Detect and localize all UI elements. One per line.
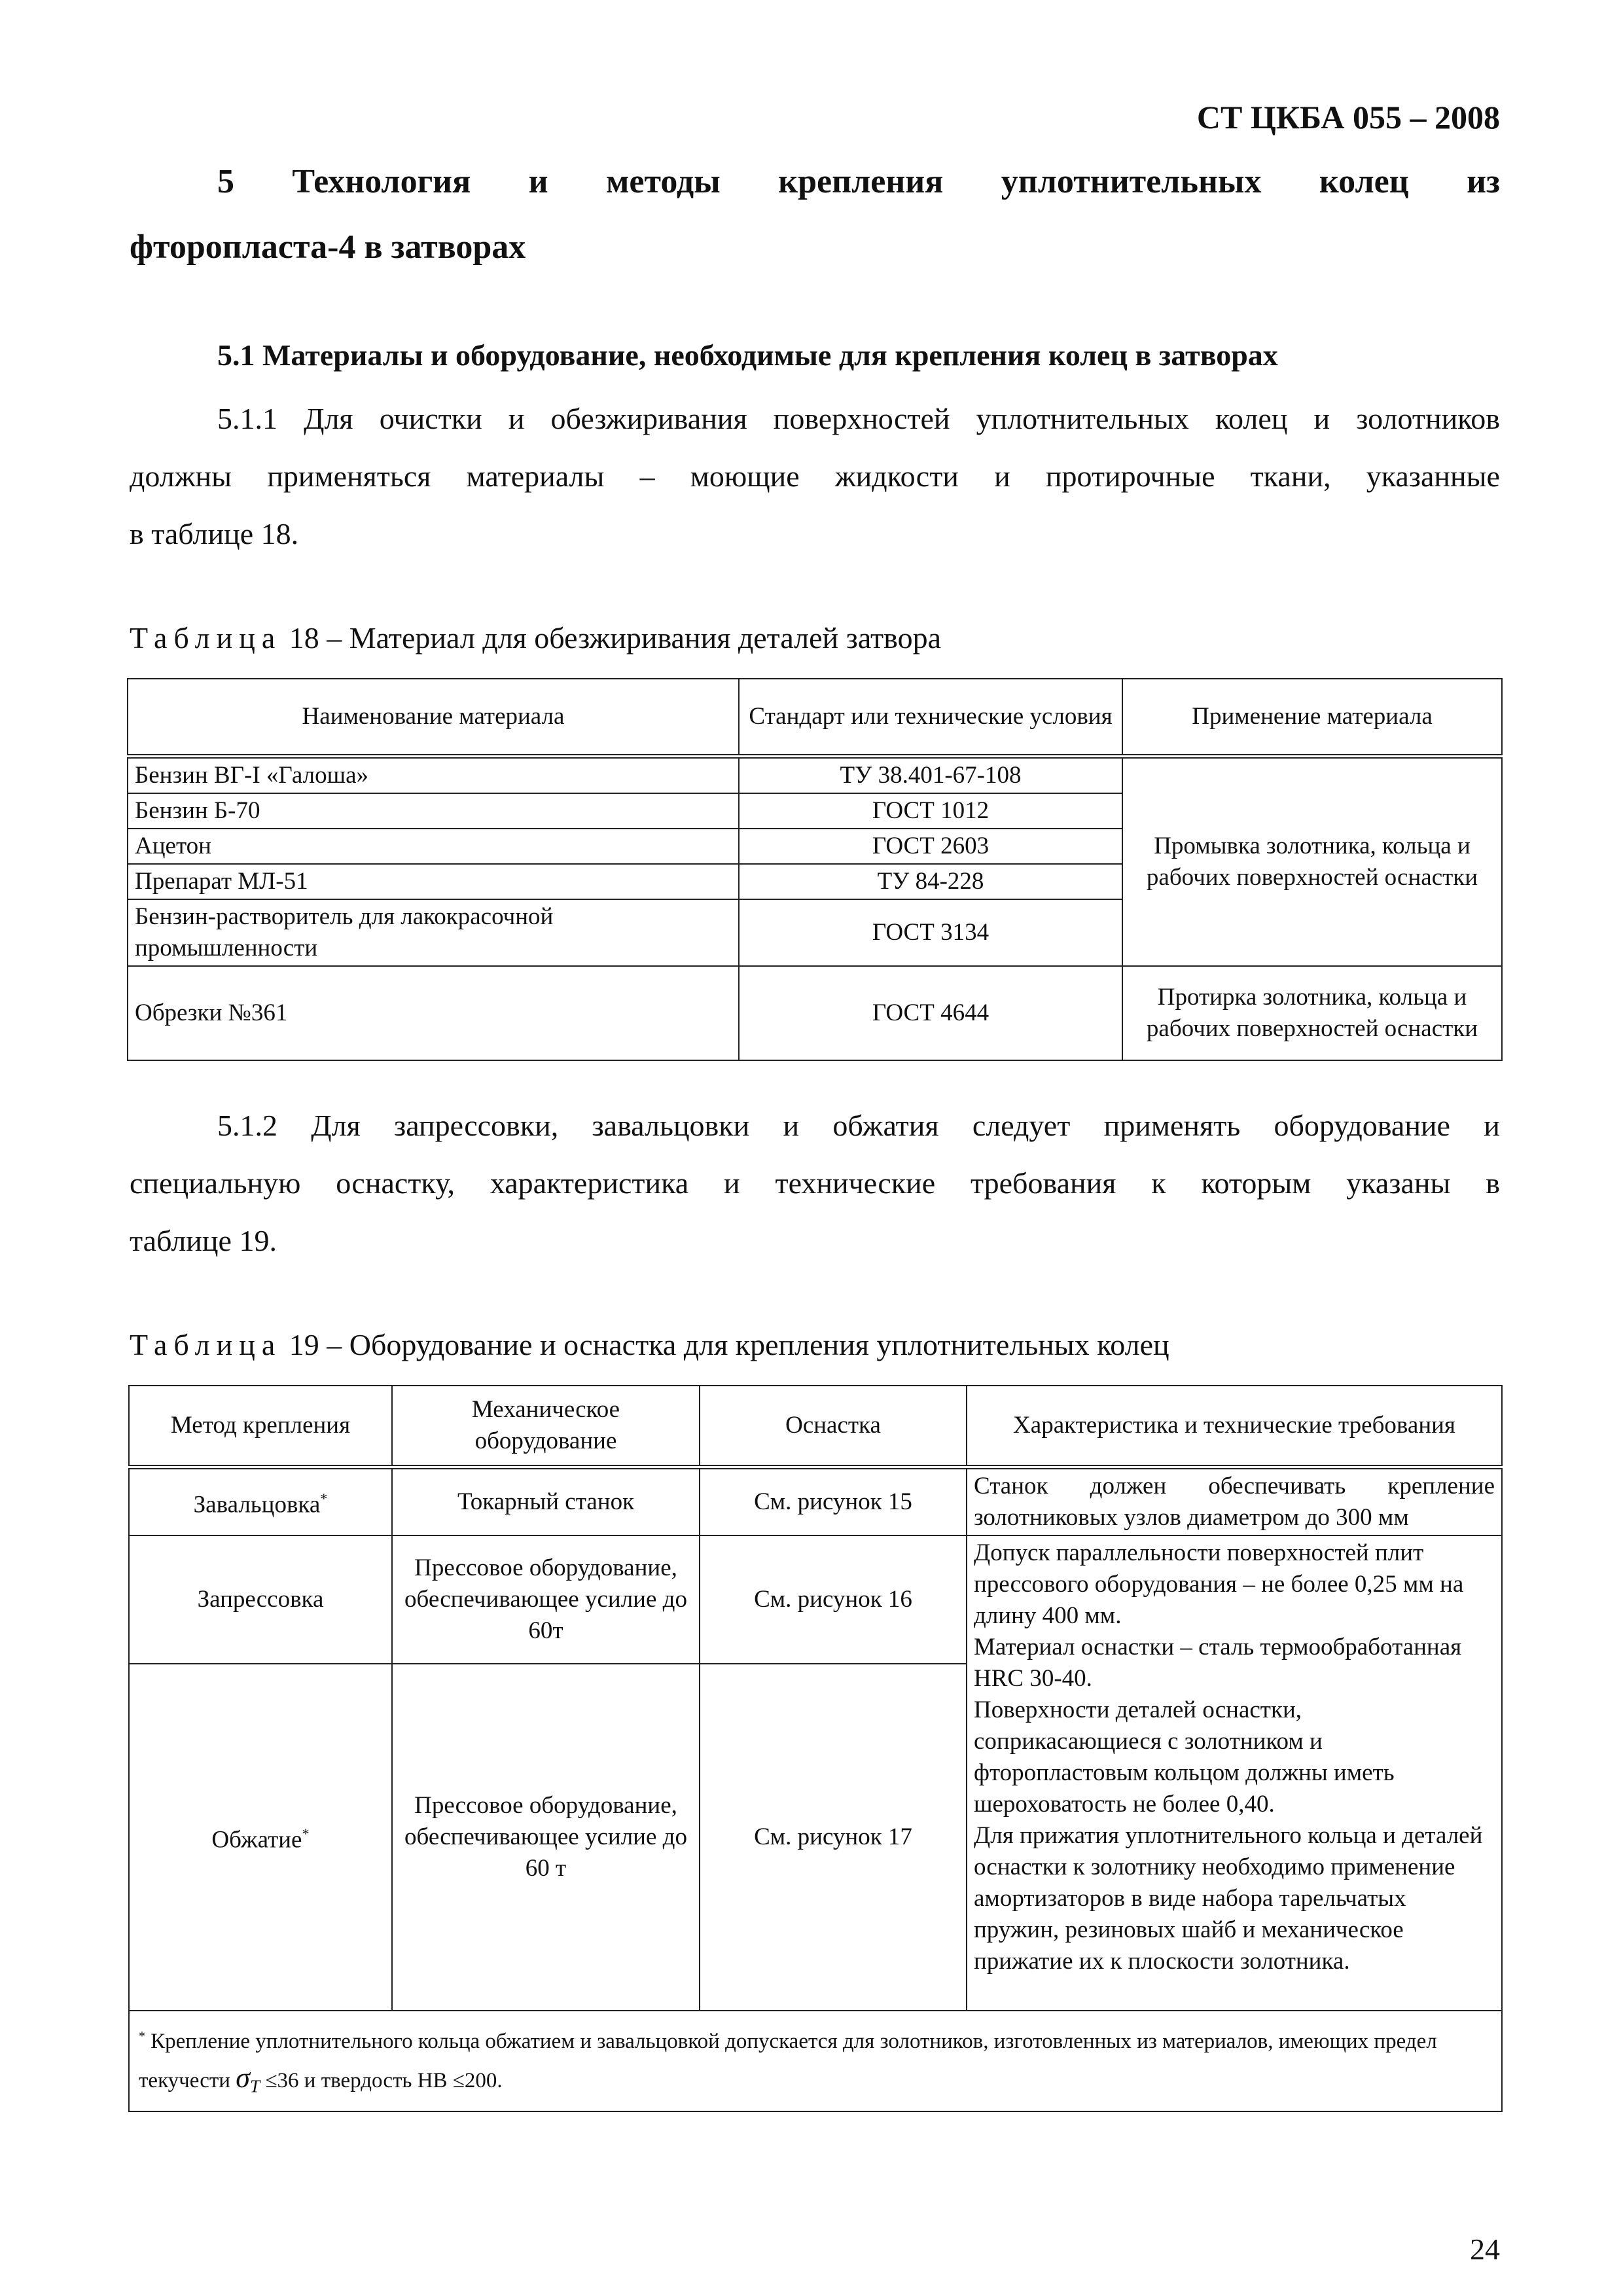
- paragraph-word: завальцовки: [592, 1109, 750, 1142]
- paragraph-word: запрессовки,: [394, 1109, 559, 1142]
- paragraph-word: должны: [130, 459, 232, 493]
- paragraph-word: оснастку,: [336, 1166, 455, 1200]
- paragraph-word: указанные: [1366, 459, 1500, 493]
- table-row: [128, 966, 1502, 1060]
- paragraph-line: таблице 19.: [130, 1224, 277, 1257]
- tooling-cell: См. рисунок 15: [700, 1467, 967, 1535]
- footnote-text-1: Крепление уплотнительного кольца обжатием и завальцовкой допускается для золотников, изготовленных из материалов, имеющих предел текучести: [139, 2029, 1437, 2092]
- method-cell: [129, 1535, 392, 1664]
- caption-text: 19 – Оборудование и оснастка для крепления уплотнительных колец: [281, 1328, 1169, 1361]
- equipment-cell: Токарный станок: [392, 1467, 700, 1535]
- equipment-cell: Прессовое оборудование, обеспечивающее усилие до 60 т: [392, 1664, 700, 2011]
- table-18: [127, 678, 1503, 1061]
- section-title-line-1: [130, 149, 1500, 215]
- paragraph-word: следует: [972, 1109, 1071, 1142]
- material-name: Препарат МЛ-51: [128, 864, 739, 899]
- tooling-cell: См. рисунок 17: [700, 1664, 967, 2011]
- method-name: Запрессовка: [197, 1585, 324, 1613]
- table-header-row: [129, 1386, 1502, 1467]
- paragraph-word: которым: [1201, 1166, 1311, 1200]
- paragraph-word: и: [1484, 1109, 1500, 1142]
- material-name: Бензин ВГ-I «Галоша»: [128, 756, 739, 793]
- paragraph-word: золотников: [1356, 402, 1500, 435]
- paragraph-word: и: [724, 1166, 740, 1200]
- table-footnote-row: [129, 2011, 1502, 2112]
- method-cell: [129, 1664, 392, 2011]
- paragraph-line: в таблице 18.: [130, 517, 299, 550]
- equipment-cell: Прессовое оборудование, обеспечивающее усилие до 60т: [392, 1535, 700, 1664]
- paragraph-word: к: [1151, 1166, 1166, 1200]
- requirements-cell-merged: [967, 1535, 1502, 2011]
- table-row: [128, 756, 1502, 793]
- paragraph-5-1-2: [130, 1097, 1500, 1270]
- column-header: Применение материала: [1122, 679, 1502, 756]
- paragraph-word: оборудование: [1274, 1109, 1450, 1142]
- footnote-mark: *: [320, 1490, 328, 1507]
- footnote-mark: *: [139, 2028, 145, 2043]
- paragraph-line: [130, 448, 1500, 505]
- paragraph-word: характеристика: [490, 1166, 689, 1200]
- caption-prefix: Таблица: [130, 621, 282, 655]
- section-title-word: из: [1467, 163, 1500, 200]
- paragraph-word: 5.1.1: [217, 402, 277, 435]
- paragraph-word: и: [783, 1109, 800, 1142]
- requirement-item: Для прижатия уплотнительного кольца и деталей оснастки к золотнику необходимо применение амортизаторов в виде набора тарельчатых пружин, резиновых шайб и механическое прижатие их к плоскости золотника.: [974, 1821, 1483, 1975]
- material-standard: ГОСТ 4644: [739, 966, 1122, 1060]
- paragraph-word: и: [508, 402, 525, 435]
- document-code: СТ ЦКБА 055 – 2008: [1196, 99, 1500, 135]
- table-18-caption: [130, 620, 941, 655]
- material-name: Бензин-растворитель для лакокрасочной промышленности: [128, 899, 739, 966]
- paragraph-word: и: [1313, 402, 1330, 435]
- paragraph-word: технические: [775, 1166, 936, 1200]
- material-standard: ГОСТ 3134: [739, 899, 1122, 966]
- paragraph-word: требования: [970, 1166, 1116, 1200]
- requirement-item: Материал оснастки – сталь термообработанная HRC 30-40.: [974, 1633, 1462, 1692]
- table-footnote: [129, 2011, 1502, 2112]
- material-name: Ацетон: [128, 829, 739, 864]
- paragraph-word: применять: [1103, 1109, 1241, 1142]
- requirement-item: Поверхности деталей оснастки, соприкасающиеся с золотником и фторопластовым кольцом должны иметь шероховатость не более 0,40.: [974, 1696, 1395, 1818]
- paragraph-word: –: [639, 459, 655, 493]
- section-title-word: 5: [217, 163, 234, 200]
- paragraph-word: уплотнительных: [976, 402, 1189, 435]
- table-19: [128, 1385, 1503, 2112]
- paragraph-word: обжатия: [832, 1109, 939, 1142]
- paragraph-word: поверхностей: [773, 402, 950, 435]
- paragraph-word: применяться: [267, 459, 431, 493]
- paragraph-word: и: [994, 459, 1010, 493]
- section-title-word: крепления: [778, 163, 944, 200]
- method-name: Завальцовка: [193, 1491, 321, 1518]
- column-header: Характеристика и технические требования: [967, 1386, 1502, 1467]
- table-19-caption: [130, 1327, 1169, 1362]
- requirements-cell: Станок должен обеспечивать крепление золотниковых узлов диаметром до 300 мм: [967, 1467, 1502, 1535]
- footnote-text-2: ≤36 и твердость НВ ≤200.: [260, 2068, 503, 2092]
- caption-text: 18 – Материал для обезжиривания деталей затвора: [281, 621, 941, 655]
- tooling-cell: См. рисунок 16: [700, 1535, 967, 1664]
- paragraph-word: Для: [311, 1109, 361, 1142]
- caption-prefix: Таблица: [130, 1328, 282, 1361]
- material-application: Протирка золотника, кольца и рабочих поверхностей оснастки: [1122, 966, 1502, 1060]
- requirement-item: Допуск параллельности поверхностей плит прессового оборудования – не более 0,25 мм на длину 400 мм.: [974, 1539, 1464, 1629]
- paragraph-word: 5.1.2: [217, 1109, 277, 1142]
- column-header: Стандарт или технические условия: [739, 679, 1122, 756]
- sigma-symbol: σ: [236, 2061, 250, 2094]
- paragraph-word: колец: [1215, 402, 1288, 435]
- paragraph-word: материалы: [466, 459, 605, 493]
- section-title-word: и: [528, 163, 548, 200]
- material-standard: ГОСТ 1012: [739, 793, 1122, 829]
- material-standard: ТУ 38.401-67-108: [739, 756, 1122, 793]
- section-title: [130, 149, 1500, 280]
- paragraph-word: в: [1486, 1166, 1500, 1200]
- section-title-word: колец: [1319, 163, 1409, 200]
- section-title-word: Технология: [292, 163, 471, 200]
- table-row: [129, 1467, 1502, 1535]
- column-header: Метод крепления: [129, 1386, 392, 1467]
- material-name: Обрезки №361: [128, 966, 739, 1060]
- subsection-title: 5.1 Материалы и оборудование, необходимые для крепления колец в затворах: [217, 338, 1278, 372]
- column-header: Оснастка: [700, 1386, 967, 1467]
- table-header-row: [128, 679, 1502, 756]
- paragraph-line: [130, 1155, 1500, 1212]
- paragraph-word: жидкости: [834, 459, 959, 493]
- column-header: Механическое оборудование: [392, 1386, 700, 1467]
- method-name: Обжатие: [211, 1826, 302, 1854]
- section-title-line-2: фторопласта-4 в затворах: [130, 228, 526, 266]
- paragraph-word: ткани,: [1250, 459, 1331, 493]
- sigma-subscript: Т: [249, 2075, 260, 2096]
- paragraph-word: обезжиривания: [550, 402, 747, 435]
- paragraph-line: [130, 1097, 1500, 1155]
- table-row: [129, 1535, 1502, 1664]
- column-header: Наименование материала: [128, 679, 739, 756]
- paragraph-word: моющие: [690, 459, 800, 493]
- material-name: Бензин Б-70: [128, 793, 739, 829]
- paragraph-word: Для: [304, 402, 353, 435]
- footnote-mark: *: [302, 1825, 310, 1842]
- paragraph-line: [130, 390, 1500, 448]
- paragraph-word: специальную: [130, 1166, 301, 1200]
- material-application: Промывка золотника, кольца и рабочих поверхностей оснастки: [1122, 756, 1502, 966]
- section-title-word: уплотнительных: [1001, 163, 1262, 200]
- paragraph-word: указаны: [1346, 1166, 1451, 1200]
- section-title-word: методы: [606, 163, 721, 200]
- material-standard: ТУ 84-228: [739, 864, 1122, 899]
- paragraph-word: протирочные: [1045, 459, 1215, 493]
- material-standard: ГОСТ 2603: [739, 829, 1122, 864]
- paragraph-word: очистки: [379, 402, 482, 435]
- method-cell: [129, 1467, 392, 1535]
- page-number: 24: [1470, 2233, 1500, 2266]
- paragraph-5-1-1: [130, 390, 1500, 563]
